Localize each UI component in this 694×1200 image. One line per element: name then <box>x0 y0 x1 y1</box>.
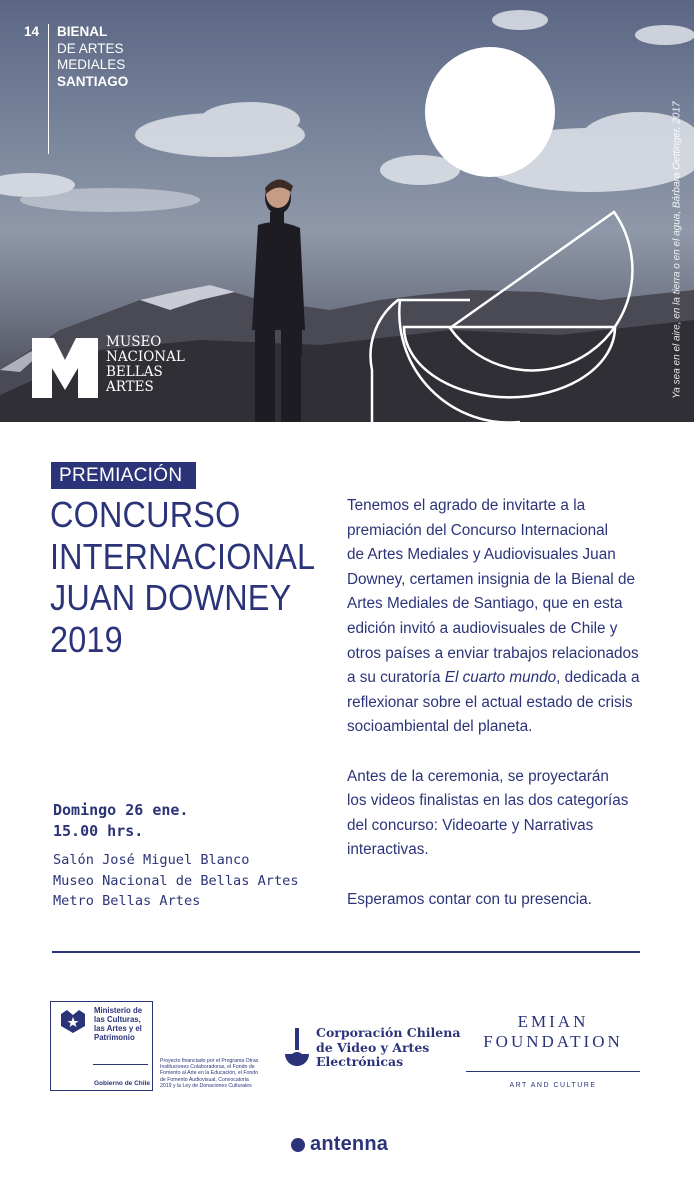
closing-line: Esperamos contar con tu presencia. <box>347 890 592 908</box>
curatoria-suffix: , dedicada a <box>556 669 640 687</box>
bienal-number: 14 <box>24 24 40 39</box>
corporacion-line: Corporación Chilena <box>316 1025 461 1040</box>
ministerio-rule <box>93 1064 148 1065</box>
chile-crest-icon <box>57 1006 89 1036</box>
title-line: JUAN DOWNEY <box>50 577 292 618</box>
corporacion-emblem-icon <box>283 1026 311 1068</box>
museo-m-icon <box>32 338 98 398</box>
ministerio-logo <box>50 1001 153 1091</box>
event-datetime <box>53 800 188 842</box>
bienal-line: SANTIAGO <box>57 73 129 89</box>
location-line: Museo Nacional de Bellas Artes <box>53 872 299 889</box>
museo-name-line: MUSEO <box>106 334 162 350</box>
title-line: INTERNACIONAL <box>50 535 316 577</box>
proyecto-note <box>160 1058 260 1089</box>
body-line: Antes de la ceremonia, se proyectarán <box>347 767 609 785</box>
ministerio-line: las Artes y el <box>94 1024 142 1033</box>
body-line: interactivas. <box>347 841 429 859</box>
proyecto-line: de Fomento Audiovisual, Convocatoria <box>160 1076 249 1083</box>
gobierno-label: Gobierno de Chile <box>94 1080 150 1087</box>
footer-divider <box>52 951 640 953</box>
corporacion-line: de Video y Artes <box>316 1039 430 1055</box>
title-line: CONCURSO <box>50 494 241 535</box>
antenna-wordmark: antenna <box>310 1133 389 1155</box>
body-line: Artes Mediales de Santiago, que en esta <box>347 595 623 613</box>
proyecto-line: Instituciones Colaboradoras, el Fondo de <box>160 1064 255 1071</box>
emian-foundation-logo <box>466 1012 640 1100</box>
emian-line: EMIAN <box>517 1012 589 1031</box>
location-line: Metro Bellas Artes <box>53 893 201 909</box>
curatoria-prefix: a su curatoría <box>347 669 445 687</box>
museo-name-line: ARTES <box>106 379 154 395</box>
proyecto-line: 2019 y la Ley de Donaciones Culturales <box>160 1082 252 1089</box>
event-location <box>53 850 299 912</box>
corporacion-line: Electrónicas <box>316 1054 404 1069</box>
antenna-dot-icon <box>291 1138 305 1152</box>
event-date: Domingo 26 ene. <box>53 801 189 819</box>
body-line-curatoria <box>347 666 657 691</box>
event-time: 15.00 hrs. <box>53 822 144 840</box>
proyecto-line: Proyecto financiado por el Programa Otras <box>160 1058 259 1064</box>
invitation-text <box>347 494 657 912</box>
bienal-line: MEDIALES <box>57 57 126 72</box>
hero-image <box>0 0 694 422</box>
photo-credit: Ya sea en el aire, en la tierra o en el agua, Bárbara Oettinger, 2017 <box>671 101 683 399</box>
body-line: los videos finalistas en las dos categorías <box>347 792 629 810</box>
body-line: edición invitó a audiovisuales de Chile y <box>347 619 618 637</box>
body-line: socioambiental del planeta. <box>347 718 533 736</box>
ministerio-line: Patrimonio <box>94 1033 135 1042</box>
body-line: Downey, certamen insignia de la Bienal de <box>347 570 635 588</box>
museo-name-line: BELLAS <box>106 364 163 380</box>
bienal-line: DE ARTES <box>57 40 124 56</box>
body-line: de Artes Mediales y Audiovisuales Juan <box>347 546 616 564</box>
title-line: 2019 <box>50 618 123 660</box>
museo-logo <box>32 334 252 398</box>
body-line: reflexionar sobre el actual estado de crisis <box>347 693 633 711</box>
emian-rule <box>466 1071 640 1072</box>
body-line: del concurso: Videoarte y Narrativas <box>347 816 594 834</box>
curatoria-title: El cuarto mundo <box>444 669 557 687</box>
location-line: Salón José Miguel Blanco <box>53 852 250 868</box>
body-line: Tenemos el agrado de invitarte a la <box>347 497 586 514</box>
bienal-line: BIENAL <box>57 24 108 39</box>
ministerio-line: las Culturas, <box>94 1015 141 1024</box>
body-line: premiación del Concurso Internacional <box>347 521 609 539</box>
body-line: otros países a enviar trabajos relacionados <box>347 644 639 662</box>
bienal-divider <box>48 24 49 154</box>
corporacion-logo <box>283 1025 461 1071</box>
ministerio-line: Ministerio de <box>94 1006 143 1015</box>
museo-name-line: NACIONAL <box>106 349 185 365</box>
premiacion-badge: PREMIACIÓN <box>51 462 196 489</box>
proyecto-line: Fomento al Arte en la Educación, el Fondo <box>160 1070 259 1077</box>
emian-tagline: ART AND CULTURE <box>509 1082 597 1089</box>
emian-line: FOUNDATION <box>483 1032 623 1051</box>
page-title <box>50 494 316 660</box>
